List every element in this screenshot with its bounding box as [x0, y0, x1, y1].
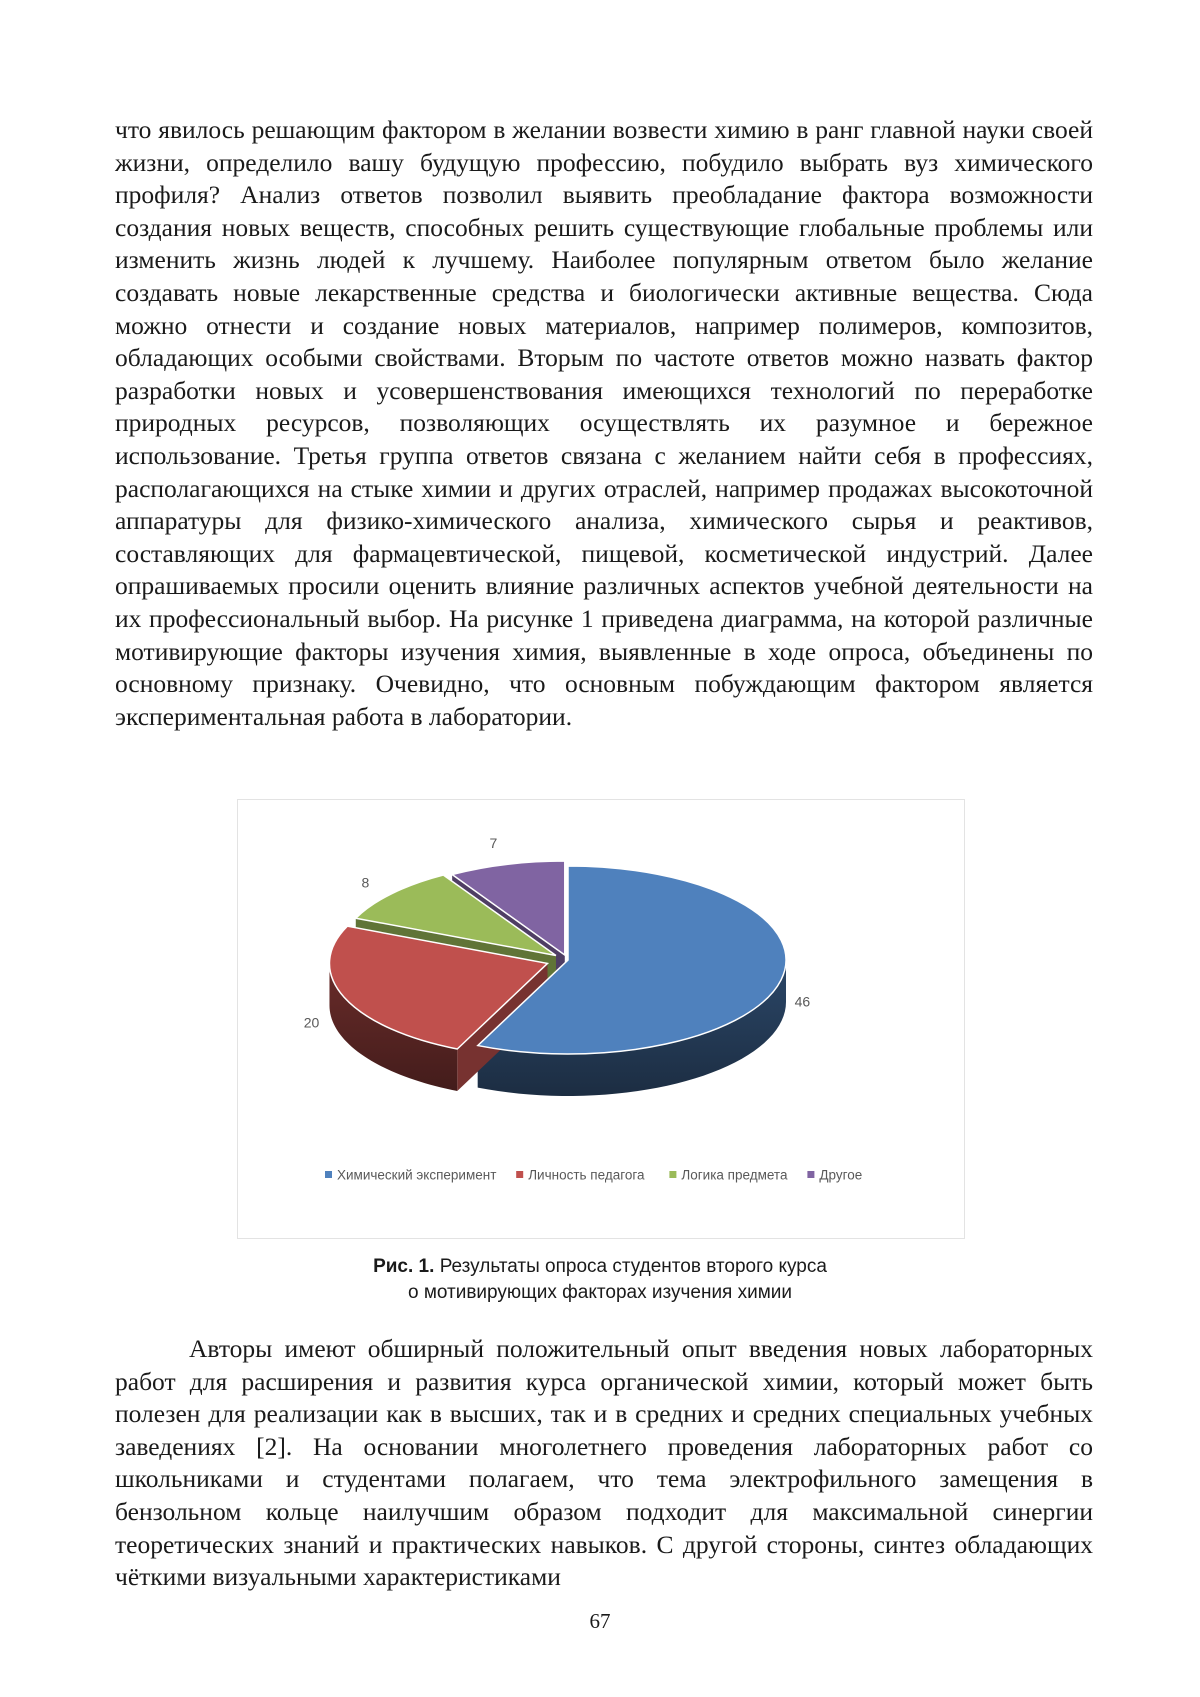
- body-paragraph-1: что явилось решающим фактором в желании возвести химию в ранг главной науки своей жизни, определило вашу будущую профессию, побудило выбрать вуз химического профиля? Анализ ответов позволил выявить преобладание фактора возможности создания новых веществ, способных решить существующие глобальные проблемы или изменить жизнь людей к лучшему. Наиболее популярным ответом было желание создавать новые лекарственные средства и биологически активные вещества. Сюда можно отнести и создание новых материалов, например полимеров, композитов, обладающих особыми свойствами. Вторым по частоте ответов можно назвать фактор разработки новых и усовершенствования имеющихся технологий по переработке природных ресурсов, позволяющих осуществлять их разумное и бережное использование. Третья группа ответов связана с желанием найти себя в профессиях, располагающихся на стыке химии и других отраслей, например продажах высокоточной аппаратуры для физико-химического анализа, химического сырья и реактивов, составляющих для фармацевтической, пищевой, косметической индустрий. Далее опрашиваемых просили оценить влияние различных аспектов учебной деятельности на их профессиональный выбор. На рисунке 1 приведена диаграмма, на которой различные мотивирующие факторы изучения химия, выявленные в ходе опроса, объединены по основному признаку. Очевидно, что основным побуждающим фактором является экспериментальная работа в лаборатории.: [115, 115, 1093, 731]
- figure-pie-chart: [237, 799, 965, 1239]
- legend-swatch-химический-эксперимент: [325, 1171, 332, 1178]
- legend-label-другое: Другое: [819, 1167, 863, 1183]
- pie-slices: [329, 861, 786, 1096]
- legend-swatch-личность-педагога: [516, 1171, 523, 1178]
- data-label-химический-эксперимент: 46: [794, 993, 811, 1010]
- caption-label: Рис. 1.: [373, 1256, 435, 1277]
- data-label-личность-педагога: 20: [303, 1014, 320, 1031]
- caption-text-2: о мотивирующих факторах изучения химии: [407, 1282, 793, 1303]
- legend-swatch-логика-предмета: [669, 1171, 676, 1178]
- page-number: 67: [589, 1609, 611, 1633]
- caption-line-1: [237, 1254, 963, 1280]
- body-paragraph-2: Авторы имеют обширный положительный опыт введения новых лабораторных работ для расширения и развития курса органической химии, который может быть полезен для реализации как в высших, так и в средних и средних специальных учебных заведениях [2]. На основании многолетнего проведения лабораторных работ со школьниками и студентами полагаем, что тема электрофильного замещения в бензольном кольце наилучшим образом подходит для максимальной синергии теоретических знаний и практических навыков. С другой стороны, синтез обладающих чёткими визуальными характеристиками: [115, 1334, 1093, 1592]
- caption-text-1: Результаты опроса студентов второго курса: [439, 1256, 827, 1277]
- data-label-логика-предмета: 8: [361, 874, 370, 891]
- chart-legend: [325, 1168, 862, 1183]
- data-label-другое: 7: [489, 835, 498, 852]
- pie-chart: [238, 800, 964, 1238]
- legend-swatch-другое: [807, 1171, 814, 1178]
- legend-label-личность-педагога: Личность педагога: [528, 1167, 645, 1183]
- figure-caption: [237, 1254, 963, 1306]
- legend-label-химический-эксперимент: Химический эксперимент: [337, 1167, 497, 1183]
- legend-label-логика-предмета: Логика предмета: [681, 1167, 788, 1183]
